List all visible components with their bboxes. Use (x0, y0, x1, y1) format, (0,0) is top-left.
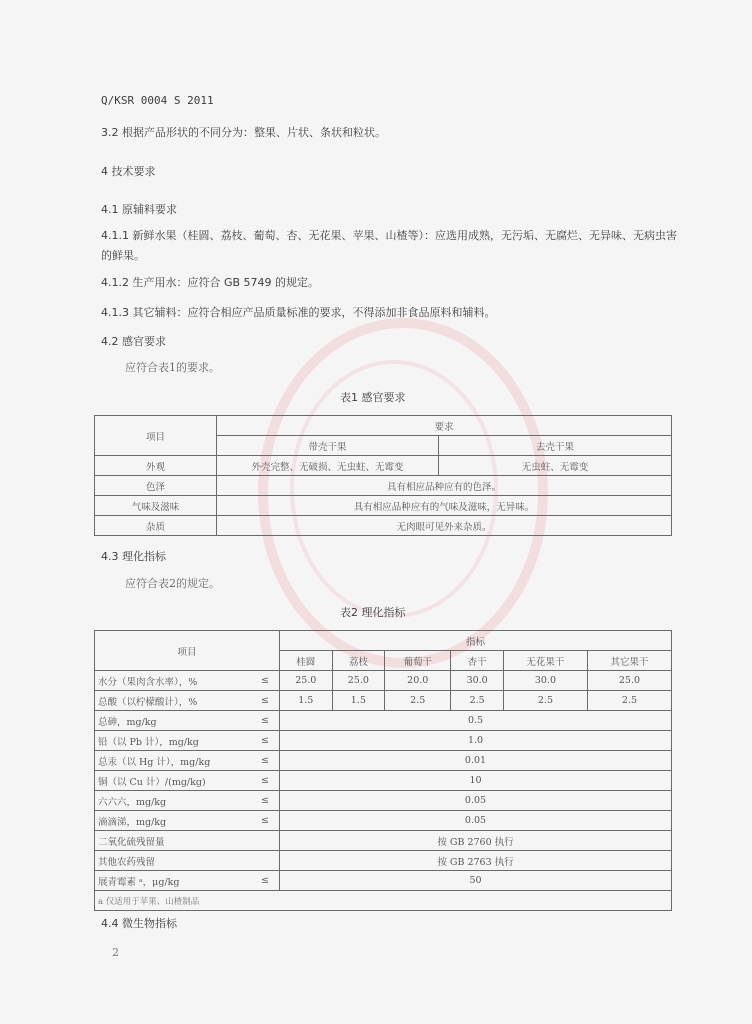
table2-col: 荔枝 (332, 651, 385, 671)
table2-caption: 表2 理化指标 (340, 606, 406, 619)
table-row: 其他农药残留 按 GB 2763 执行 (95, 851, 672, 871)
section-4-4-heading: 4.4 微生物指标 (101, 917, 177, 930)
section-4-1-1: 4.1.1 新鲜水果（桂圆、荔枝、葡萄、杏、无花果、苹果、山楂等）：应选用成熟，无污垢、无腐烂、无异味、无病虫害的鲜果。 (101, 229, 677, 262)
table-row: 气味及滋味 具有相应品种应有的气味及滋味，无异味。 (95, 496, 672, 516)
table1-col-shell: 带壳干果 (217, 436, 439, 456)
table-footnote-row (95, 891, 672, 911)
table2-col: 杏干 (451, 651, 504, 671)
section-4-1-heading: 4.1 原辅料要求 (101, 203, 177, 216)
section-4-2-heading: 4.2 感官要求 (101, 335, 166, 348)
table-row: 总汞（以 Hg 计），mg/kg ≤ 0.01 (95, 751, 672, 771)
section-4-3-text: 应符合表2的规定。 (125, 577, 220, 590)
table2-col: 桂圆 (280, 651, 333, 671)
section-3-2: 3.2 根据产品形状的不同分为：整果、片状、条状和粒状。 (101, 126, 386, 139)
table-row: 二氧化硫残留量 按 GB 2760 执行 (95, 831, 672, 851)
table2-col: 其它果干 (587, 651, 671, 671)
table-row: 铅（以 Pb 计），mg/kg ≤ 1.0 (95, 731, 672, 751)
table-row: 水分（果肉含水率），% ≤ 25.0 25.0 20.0 30.0 30.0 25.0 (95, 671, 672, 691)
page-number: 2 (112, 946, 119, 959)
section-4-2-text: 应符合表1的要求。 (125, 361, 220, 374)
table1-caption: 表1 感官要求 (340, 391, 406, 404)
table2-item-header: 项目 (95, 631, 280, 671)
table-row: 展青霉素 ᵃ，μg/kg ≤ 50 (95, 871, 672, 891)
table-row: 滴滴涕，mg/kg ≤ 0.05 (95, 811, 672, 831)
section-4-1-3: 4.1.3 其它辅料：应符合相应产品质量标准的要求，不得添加非食品原料和辅料。 (101, 306, 496, 319)
table-row: 色泽 具有相应品种应有的色泽。 (95, 476, 672, 496)
table2-col: 无花果干 (503, 651, 587, 671)
table-row: 总砷，mg/kg ≤ 0.5 (95, 711, 672, 731)
section-4-3-heading: 4.3 理化指标 (101, 550, 166, 563)
table-row: 六六六，mg/kg ≤ 0.05 (95, 791, 672, 811)
section-4-1-2: 4.1.2 生产用水：应符合 GB 5749 的规定。 (101, 276, 320, 289)
table-row: 外观 外壳完整、无破损、无虫蛀、无霉变 无虫蛀、无霉变 (95, 456, 672, 476)
table2-index-header: 指标 (280, 631, 672, 651)
table-row: 铜（以 Cu 计）/(mg/kg) ≤ 10 (95, 771, 672, 791)
table1-sensory (94, 415, 672, 536)
table1-col-noshell: 去壳干果 (439, 436, 672, 456)
standard-code: Q/KSR 0004 S 2011 (101, 94, 214, 107)
table1-item-header: 项目 (95, 416, 217, 456)
section-4-heading: 4 技术要求 (101, 165, 156, 178)
table2-col: 葡萄干 (385, 651, 451, 671)
table1-req-header: 要求 (217, 416, 672, 436)
table-row: 总酸（以柠檬酸计），% ≤ 1.5 1.5 2.5 2.5 2.5 2.5 (95, 691, 672, 711)
table2-footnote: a 仅适用于苹果、山楂制品 (95, 891, 672, 911)
table2-physicochemical (94, 630, 672, 911)
table-row: 杂质 无肉眼可见外来杂质。 (95, 516, 672, 536)
